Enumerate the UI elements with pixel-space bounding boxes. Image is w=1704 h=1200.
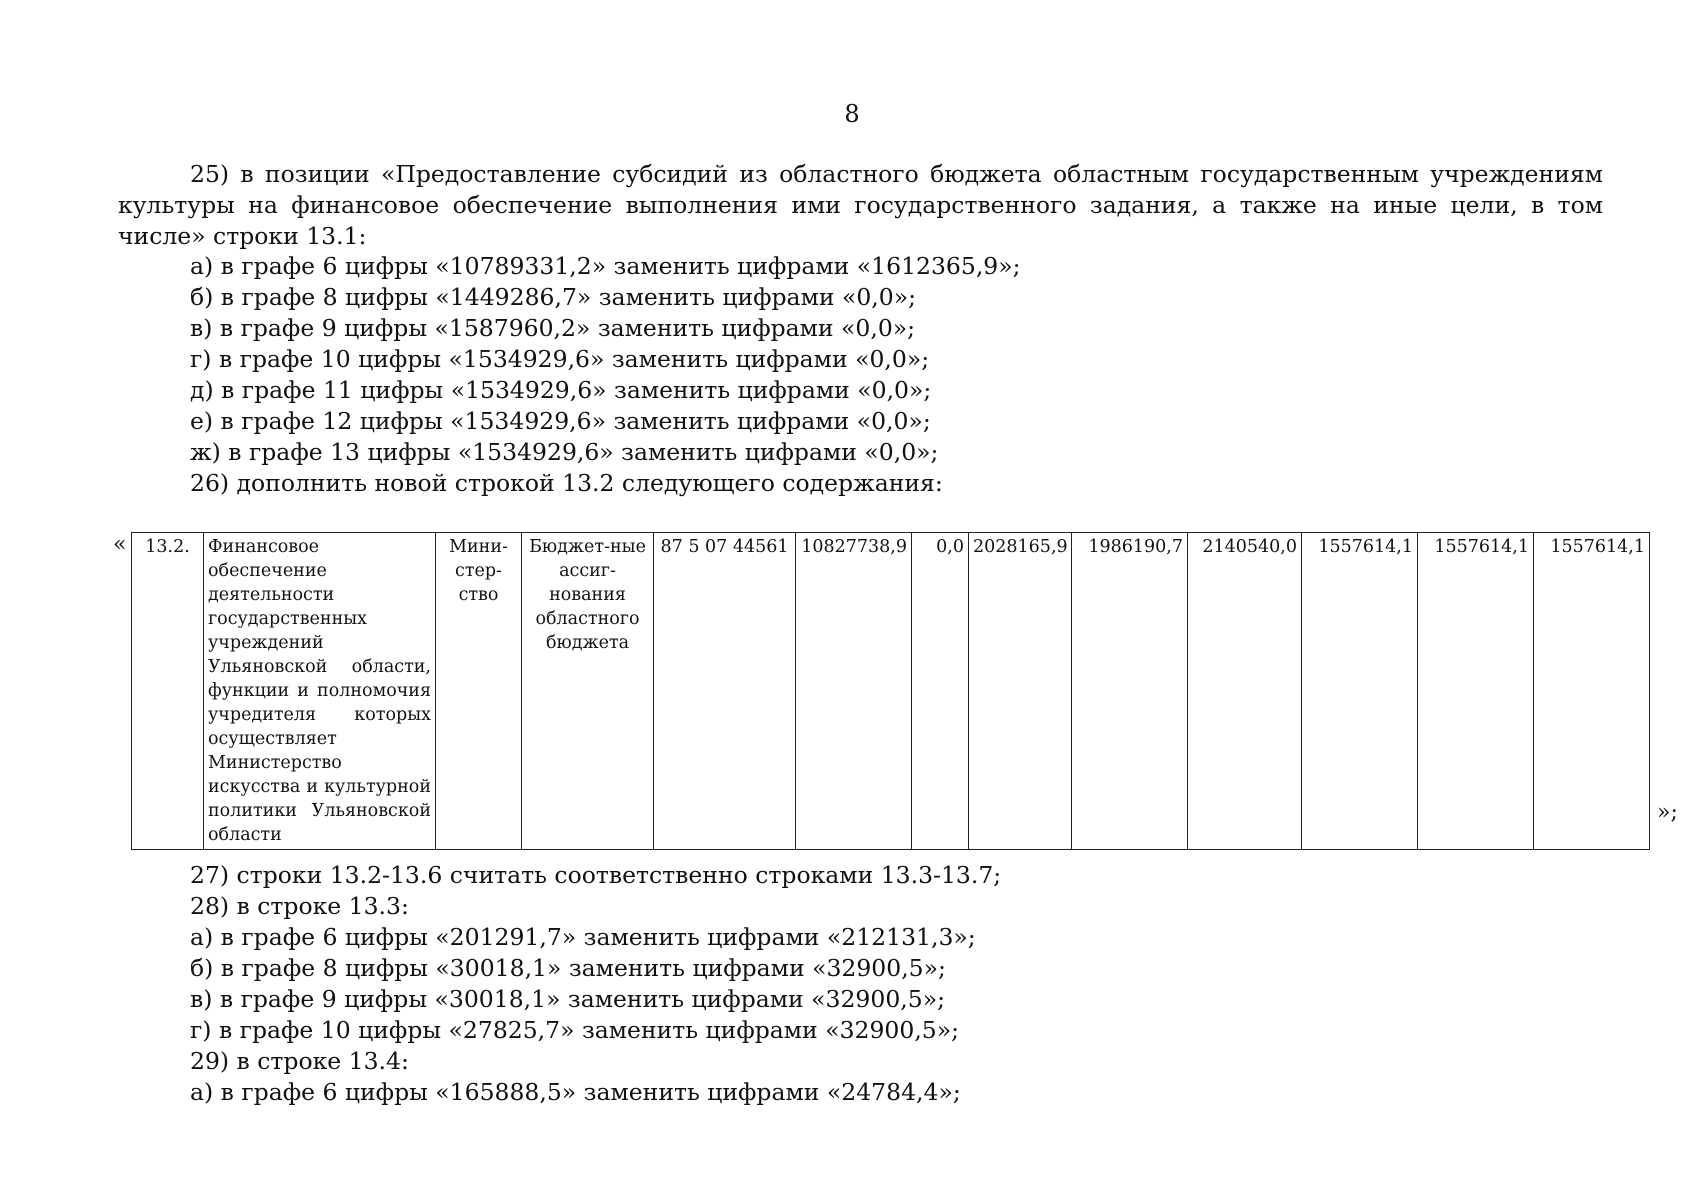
item-27-text: 27) строки 13.2-13.6 считать соответственно строками 13.3-13.7; <box>190 861 1002 889</box>
row-source: Бюджет-ные ассиг-нования областного бюджета <box>522 533 654 850</box>
item-25-intro <box>118 159 1603 252</box>
quote-close: »; <box>1657 800 1678 825</box>
row-v3: 1986190,7 <box>1072 533 1188 850</box>
row-v1: 0,0 <box>912 533 969 850</box>
item-29-a: а) в графе 6 цифры «165888,5» заменить цифрами «24784,4»; <box>190 1078 961 1106</box>
row-v6: 1557614,1 <box>1418 533 1534 850</box>
item-25-text: 25) в позиции «Предоставление субсидий из областного бюджета областным государственным учреждениям культуры на финансовое обеспечение выполнения ими государственного задания, а также на иные цели, в том числе» строки 13.1: <box>118 160 1603 250</box>
row-v7: 1557614,1 <box>1534 533 1650 850</box>
row-v4: 2140540,0 <box>1188 533 1302 850</box>
item-28-c: в) в графе 9 цифры «30018,1» заменить цифрами «32900,5»; <box>190 985 946 1013</box>
item-28-d: г) в графе 10 цифры «27825,7» заменить цифрами «32900,5»; <box>190 1016 960 1044</box>
item-28-b: б) в графе 8 цифры «30018,1» заменить цифрами «32900,5»; <box>190 954 946 982</box>
item-25-f: е) в графе 12 цифры «1534929,6» заменить цифрами «0,0»; <box>190 407 931 435</box>
item-26-text: 26) дополнить новой строкой 13.2 следующего содержания: <box>190 469 943 497</box>
row-code: 87 5 07 44561 <box>654 533 796 850</box>
row-executor: Мини-стер-ство <box>436 533 522 850</box>
item-25-a: а) в графе 6 цифры «10789331,2» заменить цифрами «1612365,9»; <box>190 252 1021 280</box>
item-25-b: б) в графе 8 цифры «1449286,7» заменить цифрами «0,0»; <box>190 283 917 311</box>
item-25-c: в) в графе 9 цифры «1587960,2» заменить цифрами «0,0»; <box>190 314 916 342</box>
row-v5: 1557614,1 <box>1302 533 1418 850</box>
item-28-a: а) в графе 6 цифры «201291,7» заменить цифрами «212131,3»; <box>190 923 976 951</box>
quote-open: « <box>113 532 127 557</box>
row-total: 10827738,9 <box>796 533 912 850</box>
table-row <box>132 533 1650 850</box>
item-29-text: 29) в строке 13.4: <box>190 1047 409 1075</box>
inserted-row-table <box>131 532 1650 850</box>
item-25-d: г) в графе 10 цифры «1534929,6» заменить цифрами «0,0»; <box>190 345 930 373</box>
item-25-g: ж) в графе 13 цифры «1534929,6» заменить цифрами «0,0»; <box>190 438 939 466</box>
row-v2: 2028165,9 <box>969 533 1072 850</box>
row-number: 13.2. <box>132 533 204 850</box>
item-25-e: д) в графе 11 цифры «1534929,6» заменить цифрами «0,0»; <box>190 376 932 404</box>
row-name: Финансовое обеспечение деятельности государственных учреждений Ульяновской области, функции и полномочия учредителя которых осуществляет Министерство искусства и культурной политики Ульяновской области <box>204 533 436 850</box>
page-number: 8 <box>844 100 860 128</box>
item-28-text: 28) в строке 13.3: <box>190 892 409 920</box>
